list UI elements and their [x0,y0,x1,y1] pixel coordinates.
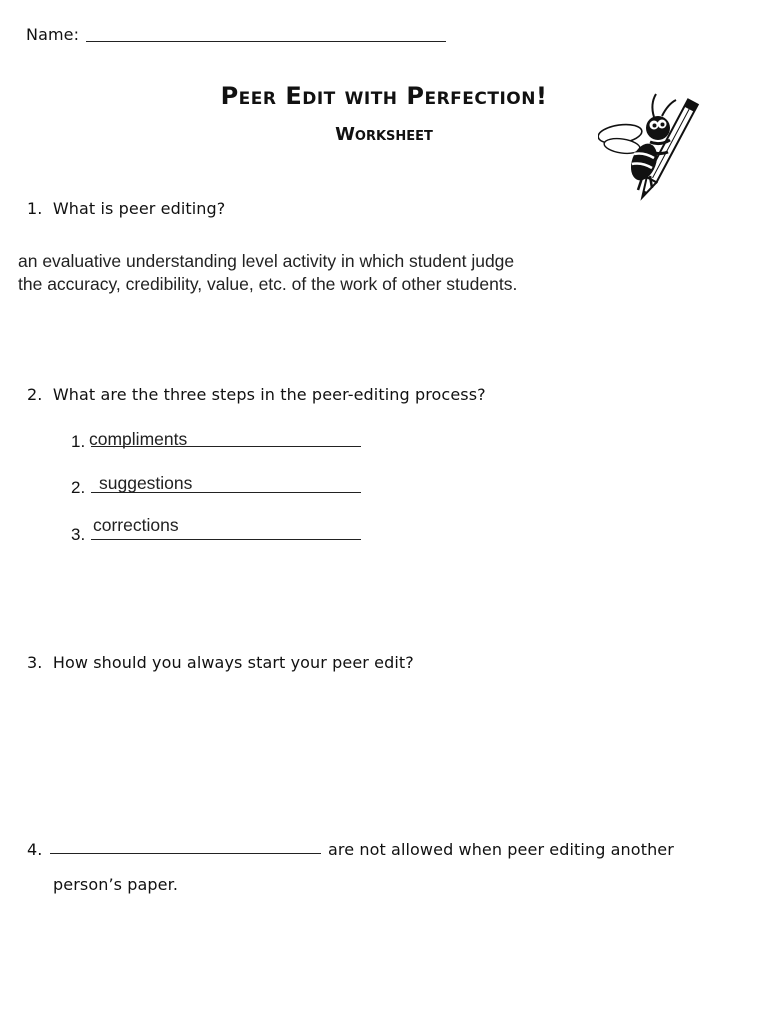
question-3 [27,653,414,672]
step-3-line [91,539,361,540]
name-label: Name: [26,25,80,44]
question-2 [27,385,486,404]
question-2-text: What are the three steps in the peer-editing process? [52,385,486,404]
question-3-text: How should you always start your peer edit? [52,653,414,672]
step-1-number: 1. [71,432,86,451]
question-1 [27,199,225,218]
question-3-number: 3. [27,653,43,672]
name-field[interactable] [86,41,446,42]
question-4-text: are not allowed when peer editing another [328,840,674,859]
step-2-number: 2. [71,478,86,497]
question-2-number: 2. [27,385,43,404]
step-3-field[interactable]: corrections [93,515,179,535]
question-1-number: 1. [27,199,43,218]
answer-4-field[interactable] [50,853,321,854]
answer-1-field[interactable]: an evaluative understanding level activity in which student judge the accuracy, credibility, value, etc. of the work of other students. [18,251,518,294]
page-subtitle: Worksheet [335,124,433,145]
step-2-field[interactable]: suggestions [99,473,193,493]
step-3-number: 3. [71,525,86,544]
question-4-number: 4. [27,840,43,859]
page-title: Peer Edit with Perfection! [220,82,548,110]
step-1-field[interactable]: compliments [89,429,188,449]
question-4-continuation: person’s paper. [53,875,179,894]
question-1-text: What is peer editing? [52,199,226,218]
bee-with-pencil-icon [598,90,710,212]
